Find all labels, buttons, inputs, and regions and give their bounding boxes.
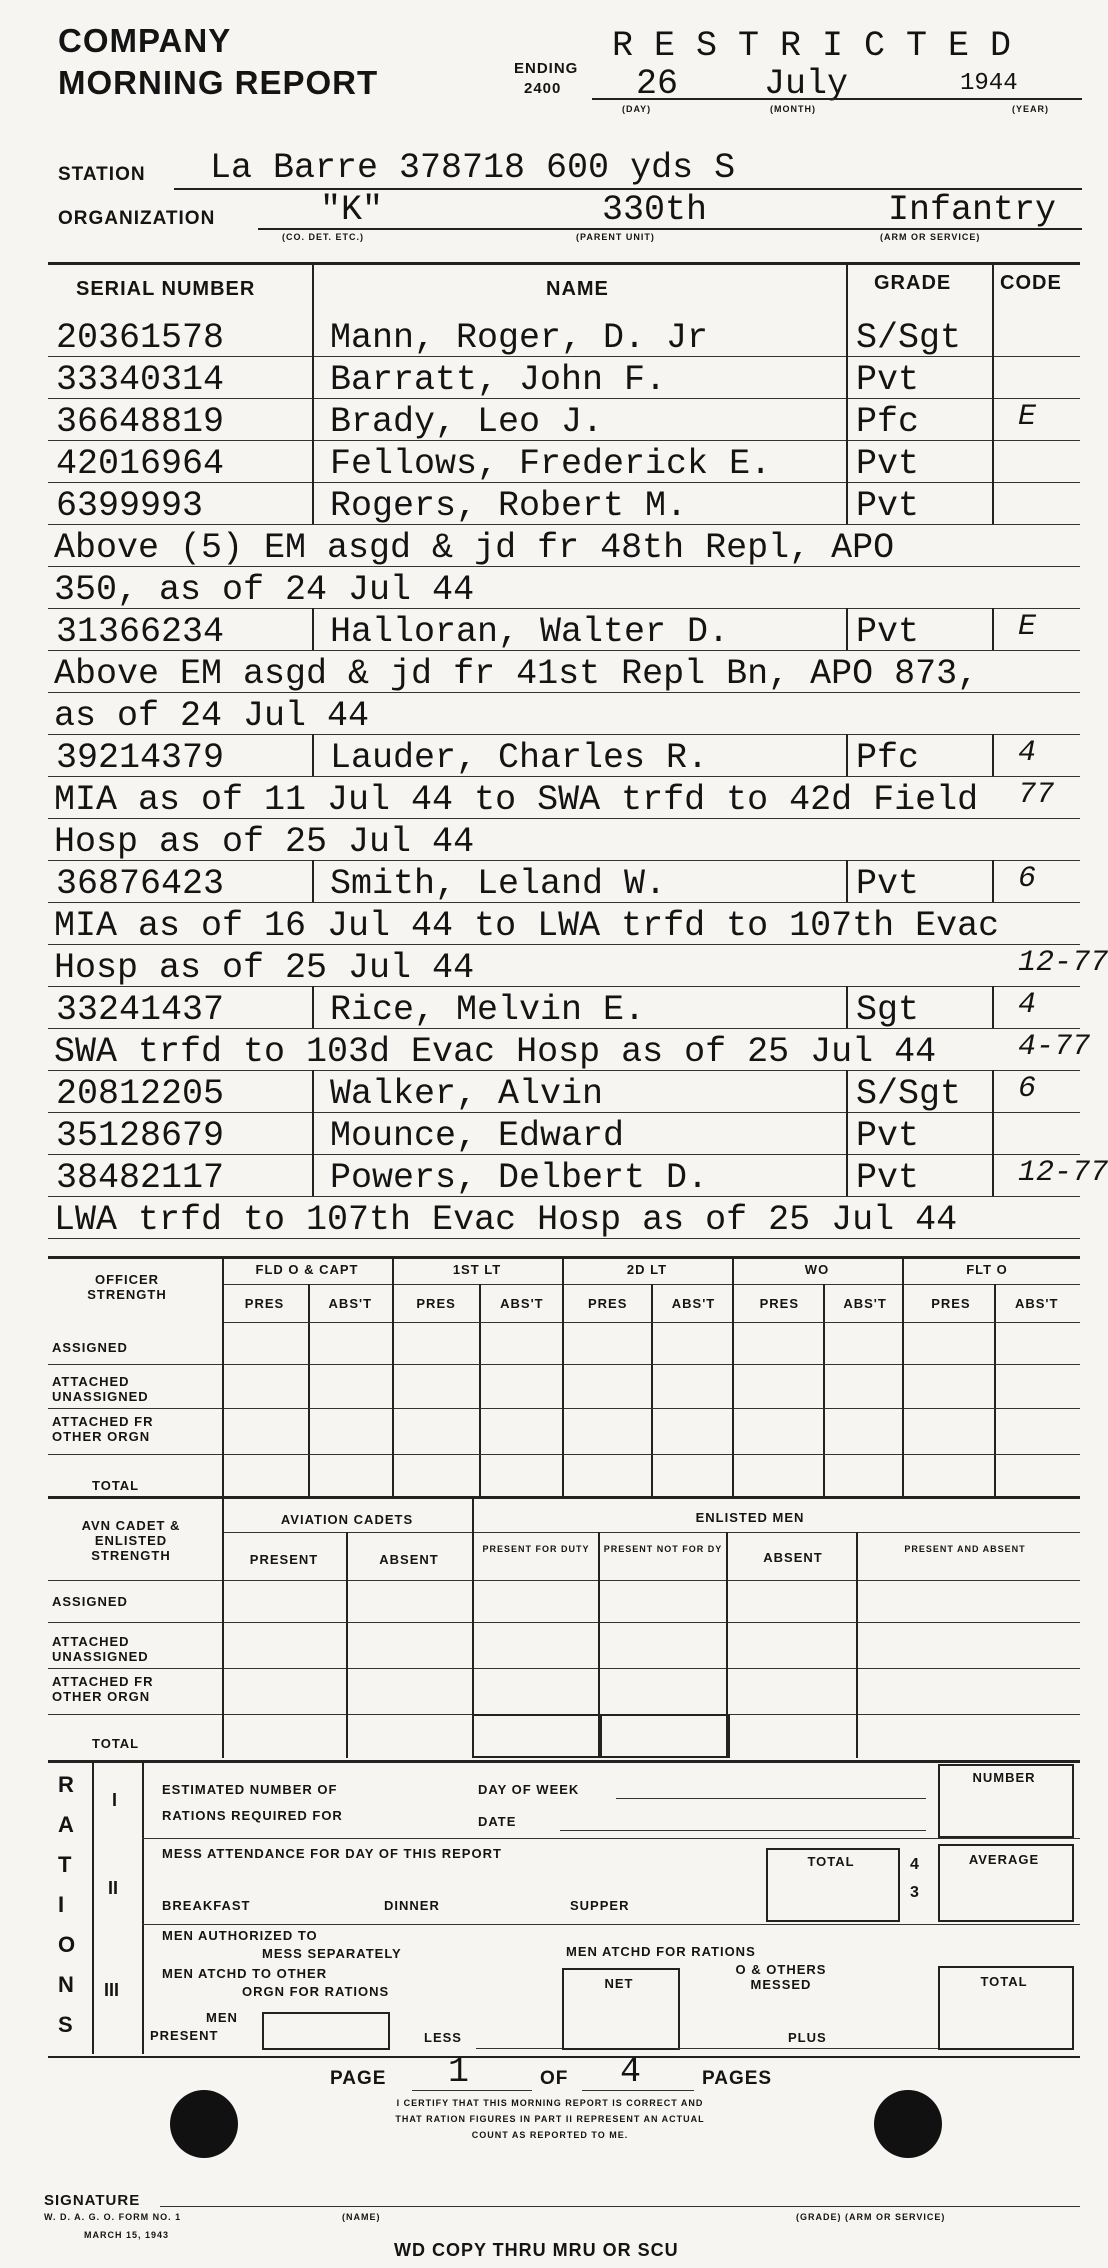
month-caption: (MONTH) <box>770 104 816 114</box>
ending-time-label: 2400 <box>524 80 562 97</box>
divisor-bottom: 3 <box>910 1884 919 1901</box>
enlisted-men-header: ENLISTED MEN <box>695 1510 805 1525</box>
org-parent-value: 330th <box>602 190 708 230</box>
rations-side-letter: R <box>58 1772 74 1797</box>
routing-note: WD COPY THRU MRU OR SCU <box>394 2240 679 2260</box>
roster-entry-row <box>48 1112 1080 1154</box>
men-present-box[interactable] <box>262 2012 390 2050</box>
aviation-cadets-header: AVIATION CADETS <box>280 1512 414 1527</box>
roster-entry-row <box>48 734 1080 776</box>
total-label: TOTAL <box>807 1854 855 1869</box>
enl-col-present-and-absent: PRESENT AND ABSENT <box>904 1544 1026 1554</box>
org-parent-caption: (PARENT UNIT) <box>576 232 655 242</box>
rations-side-letter: I <box>58 1892 65 1917</box>
grade: S/Sgt <box>856 1074 962 1114</box>
serial-number: 20361578 <box>56 318 225 358</box>
col-header-serial: SERIAL NUMBER <box>76 278 256 300</box>
of-label: OF <box>540 2068 569 2089</box>
roster-note: 350, as of 24 Jul 44 <box>54 570 475 610</box>
roster-note: Hosp as of 25 Jul 44 <box>54 948 475 988</box>
roster-note: Above (5) EM asgd & jd fr 48th Repl, APO <box>54 528 895 568</box>
roster-entry-row <box>48 1070 1080 1112</box>
grade: Pvt <box>856 444 920 484</box>
ending-label: ENDING <box>514 60 579 77</box>
soldier-name: Brady, Leo J. <box>330 402 604 442</box>
form-date: MARCH 15, 1943 <box>84 2230 170 2240</box>
serial-number: 39214379 <box>56 738 225 778</box>
enl-col-present: PRESENT <box>249 1552 319 1567</box>
soldier-name: Lauder, Charles R. <box>330 738 709 778</box>
officer-subcol: ABS'T <box>1014 1296 1059 1311</box>
roster-note-row <box>48 818 1080 860</box>
org-branch-caption: (ARM OR SERVICE) <box>880 232 981 242</box>
serial-number: 38482117 <box>56 1158 225 1198</box>
certification-line-2: THAT RATION FIGURES IN PART II REPRESENT AN ACTUAL <box>395 2114 705 2124</box>
officer-row-attached-unassigned: ATTACHED UNASSIGNED <box>52 1374 149 1404</box>
officer-subcol: ABS'T <box>500 1296 544 1311</box>
enl-col-absent: ABSENT <box>379 1552 439 1567</box>
breakfast-label: BREAKFAST <box>162 1898 251 1913</box>
roster-note: SWA trfd to 103d Evac Hosp as of 25 Jul 44 <box>54 1032 937 1072</box>
soldier-name: Walker, Alvin <box>330 1074 604 1114</box>
grade-caption: (GRADE) (ARM OR SERVICE) <box>796 2212 946 2222</box>
roster-note: Above EM asgd & jd fr 41st Repl Bn, APO 873, <box>54 654 979 694</box>
code-mark: 6 <box>1018 862 1037 896</box>
pages-label: PAGES <box>702 2068 773 2089</box>
officer-subcol: PRES <box>759 1296 799 1311</box>
men-auth-label-1: MEN AUTHORIZED TO <box>162 1928 318 1943</box>
grade: Sgt <box>856 990 920 1030</box>
est-rations-label-1: ESTIMATED NUMBER OF <box>162 1782 338 1797</box>
classification-stamp: R E S T R I C T E D <box>612 26 1012 66</box>
binder-hole-left <box>170 2090 238 2158</box>
station-value: La Barre 378718 600 yds S <box>210 148 736 188</box>
grade: Pvt <box>856 864 920 904</box>
soldier-name: Barratt, John F. <box>330 360 667 400</box>
roster-note-row <box>48 902 1080 944</box>
day-caption: (DAY) <box>622 104 652 114</box>
soldier-name: Smith, Leland W. <box>330 864 667 904</box>
name-caption: (NAME) <box>342 2212 381 2222</box>
serial-number: 33241437 <box>56 990 225 1030</box>
col-header-grade: GRADE <box>874 272 952 294</box>
enlisted-row-attached-other: ATTACHED FR OTHER ORGN <box>52 1674 154 1704</box>
officer-strength-title: OFFICER STRENGTH <box>87 1272 167 1302</box>
roster-note: as of 24 Jul 44 <box>54 696 370 736</box>
group-flt-o: FLT O <box>966 1262 1008 1277</box>
number-label: NUMBER <box>972 1770 1036 1785</box>
ration-part-ii: II <box>108 1878 119 1898</box>
grade: Pfc <box>856 738 920 778</box>
code-mark: 12-77 <box>1018 946 1108 980</box>
code-mark: 77 <box>1018 778 1055 812</box>
code-mark: 4 <box>1018 736 1037 770</box>
page-label: PAGE <box>330 2068 387 2089</box>
code-mark: E <box>1018 400 1037 434</box>
organization-label: ORGANIZATION <box>58 208 216 229</box>
enl-col-absent-2: ABSENT <box>763 1550 823 1565</box>
officer-subcol: ABS'T <box>843 1296 887 1311</box>
enlisted-row-assigned: ASSIGNED <box>52 1594 128 1609</box>
men-present-label-2: PRESENT <box>150 2028 219 2043</box>
grade: Pvt <box>856 486 920 526</box>
serial-number: 42016964 <box>56 444 225 484</box>
code-mark: 6 <box>1018 1072 1037 1106</box>
enl-col-present-not-for-dy: PRESENT NOT FOR DY <box>603 1544 723 1554</box>
roster-entry-row <box>48 986 1080 1028</box>
col-header-name: NAME <box>546 278 609 300</box>
group-wo: WO <box>804 1262 830 1277</box>
est-rations-label-2: RATIONS REQUIRED FOR <box>162 1808 343 1823</box>
mess-attendance-label: MESS ATTENDANCE FOR DAY OF THIS REPORT <box>162 1846 502 1861</box>
ending-month-value: July <box>764 64 849 104</box>
ration-part-i: I <box>112 1790 118 1810</box>
serial-number: 33340314 <box>56 360 225 400</box>
roster-note: LWA trfd to 107th Evac Hosp as of 25 Jul 44 <box>54 1200 958 1240</box>
soldier-name: Halloran, Walter D. <box>330 612 730 652</box>
group-fld-o-capt: FLD O & CAPT <box>255 1262 359 1277</box>
roster-entry-row <box>48 314 1080 356</box>
ending-day-value: 26 <box>636 64 679 104</box>
officer-subcol: PRES <box>931 1296 971 1311</box>
year-caption: (YEAR) <box>1012 104 1049 114</box>
roster-note: Hosp as of 25 Jul 44 <box>54 822 475 862</box>
ration-part-iii: III <box>104 1980 120 2000</box>
grade: Pvt <box>856 612 920 652</box>
men-atchd-other-label-1: MEN ATCHD TO OTHER <box>162 1966 328 1981</box>
station-label: STATION <box>58 164 146 185</box>
soldier-name: Rogers, Robert M. <box>330 486 688 526</box>
roster-note: MIA as of 11 Jul 44 to SWA trfd to 42d Field <box>54 780 979 820</box>
roster-note: MIA as of 16 Jul 44 to LWA trfd to 107th Evac <box>54 906 1000 946</box>
dinner-label: DINNER <box>384 1898 440 1913</box>
org-company-caption: (CO. DET. ETC.) <box>282 232 364 242</box>
rations-side-letter: N <box>58 1972 74 1997</box>
officer-subcol: PRES <box>587 1296 628 1311</box>
day-of-week-label: DAY OF WEEK <box>478 1782 580 1797</box>
page-total: 4 <box>620 2052 642 2092</box>
signature-label: SIGNATURE <box>44 2192 141 2209</box>
enl-col-present-for-duty: PRESENT FOR DUTY <box>482 1544 590 1554</box>
men-atchd-other-label-2: ORGN FOR RATIONS <box>242 1984 390 1999</box>
form-title-morning-report: MORNING REPORT <box>58 64 379 101</box>
roster-entry-row <box>48 440 1080 482</box>
rations-side-letter: A <box>58 1812 74 1837</box>
less-label: LESS <box>424 2030 462 2045</box>
serial-number: 6399993 <box>56 486 204 526</box>
average-label: AVERAGE <box>968 1852 1040 1867</box>
officer-subcol: ABS'T <box>328 1296 373 1311</box>
grade: Pvt <box>856 1116 920 1156</box>
soldier-name: Rice, Melvin E. <box>330 990 646 1030</box>
total-label-2: TOTAL <box>980 1974 1028 1989</box>
rations-side-letter: O <box>58 1932 76 1957</box>
grade: Pvt <box>856 360 920 400</box>
roster-entry-row <box>48 608 1080 650</box>
group-1st-lt: 1ST LT <box>452 1262 502 1277</box>
divisor-top: 4 <box>910 1856 919 1873</box>
plus-label: PLUS <box>788 2030 827 2045</box>
officer-row-total: TOTAL <box>92 1478 140 1493</box>
men-auth-label-2: MESS SEPARATELY <box>262 1946 402 1961</box>
ending-year-value: 1944 <box>960 70 1018 97</box>
serial-number: 36648819 <box>56 402 225 442</box>
code-mark: 4 <box>1018 988 1037 1022</box>
code-mark: 12-77 <box>1018 1156 1108 1190</box>
soldier-name: Fellows, Frederick E. <box>330 444 772 484</box>
roster-note-row <box>48 650 1080 692</box>
code-mark: E <box>1018 610 1037 644</box>
date-label: DATE <box>478 1814 517 1829</box>
binder-hole-right <box>874 2090 942 2158</box>
men-atchd-for-rations-label: MEN ATCHD FOR RATIONS <box>566 1944 756 1959</box>
roster-entry-row <box>48 398 1080 440</box>
roster-note-row <box>48 566 1080 608</box>
serial-number: 35128679 <box>56 1116 225 1156</box>
officer-subcol: PRES <box>244 1296 285 1311</box>
soldier-name: Mann, Roger, D. Jr <box>330 318 709 358</box>
org-branch-value: Infantry <box>888 190 1057 230</box>
roster-entry-row <box>48 1154 1108 1198</box>
soldier-name: Powers, Delbert D. <box>330 1158 709 1198</box>
group-2d-lt: 2D LT <box>626 1262 668 1277</box>
code-mark: 4-77 <box>1018 1030 1091 1064</box>
roster-note-row <box>48 944 1108 988</box>
net-label: NET <box>604 1976 634 1991</box>
certification-line-1: I CERTIFY THAT THIS MORNING REPORT IS CORRECT AND <box>396 2098 704 2108</box>
certification-line-3: COUNT AS REPORTED TO ME. <box>471 2130 629 2140</box>
roster-note-row <box>48 1196 1080 1238</box>
grade: S/Sgt <box>856 318 962 358</box>
roster-note-row <box>48 524 1080 566</box>
roster-note-row <box>48 776 1080 818</box>
form-title-company: COMPANY <box>58 22 232 59</box>
serial-number: 36876423 <box>56 864 225 904</box>
officer-subcol: ABS'T <box>671 1296 716 1311</box>
soldier-name: Mounce, Edward <box>330 1116 625 1156</box>
officer-subcol: PRES <box>416 1296 456 1311</box>
others-messed-label: O & OTHERS MESSED <box>735 1962 827 1992</box>
grade: Pvt <box>856 1158 920 1198</box>
serial-number: 20812205 <box>56 1074 225 1114</box>
men-present-label-1: MEN <box>206 2010 238 2025</box>
page-number: 1 <box>448 2052 470 2092</box>
officer-row-attached-other: ATTACHED FR OTHER ORGN <box>52 1414 154 1444</box>
grade: Pfc <box>856 402 920 442</box>
supper-label: SUPPER <box>570 1898 630 1913</box>
serial-number: 31366234 <box>56 612 225 652</box>
officer-row-assigned: ASSIGNED <box>52 1340 128 1355</box>
roster-note-row <box>48 692 1080 734</box>
roster-entry-row <box>48 860 1080 902</box>
roster-entry-row <box>48 356 1080 398</box>
roster-note-row <box>48 1028 1091 1072</box>
form-number: W. D. A. G. O. FORM NO. 1 <box>44 2212 182 2222</box>
roster-entry-row <box>48 482 1080 524</box>
rations-side-letter: T <box>58 1852 72 1877</box>
enlisted-strength-title: AVN CADET & ENLISTED STRENGTH <box>81 1518 181 1563</box>
enlisted-row-attached-unassigned: ATTACHED UNASSIGNED <box>52 1634 149 1664</box>
org-company-value: "K" <box>320 190 384 230</box>
enlisted-row-total: TOTAL <box>92 1736 140 1751</box>
rations-side-letter: S <box>58 2012 73 2037</box>
col-header-code: CODE <box>1000 272 1062 294</box>
